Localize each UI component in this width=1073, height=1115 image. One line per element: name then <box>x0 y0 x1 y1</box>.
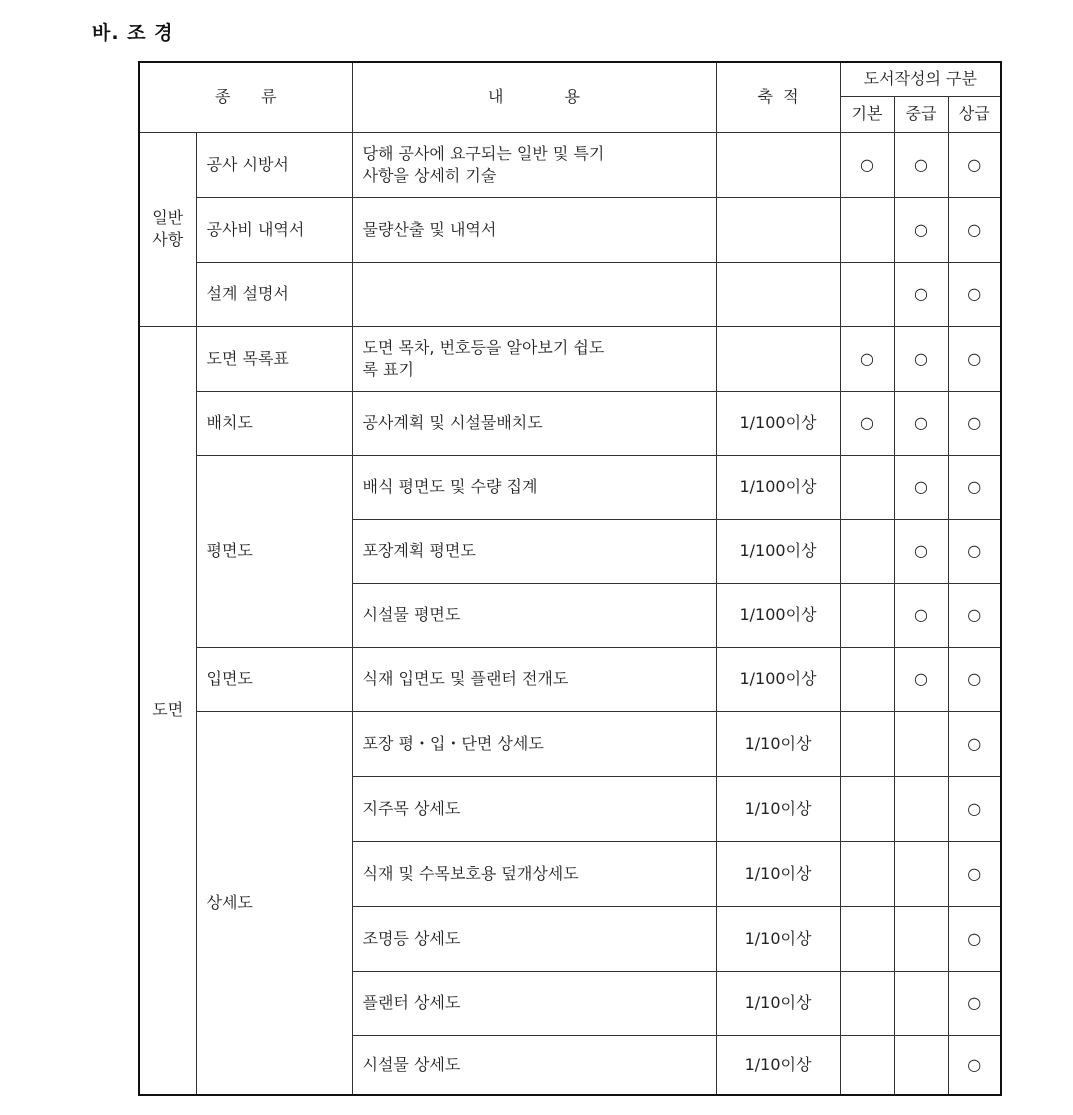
row-high-mark: ○ <box>948 262 1001 326</box>
row-basic-mark <box>840 906 894 971</box>
group-drawings: 도면 <box>139 326 196 1095</box>
row-content: 조명등 상세도 <box>352 906 716 971</box>
row-mid-mark <box>894 906 948 971</box>
table-row <box>139 455 1001 519</box>
row-high-mark: ○ <box>948 583 1001 647</box>
table-row <box>139 647 1001 711</box>
row-content: 포장계획 평면도 <box>352 519 716 583</box>
section-title: 바. 조 경 <box>92 22 174 44</box>
row-kind: 평면도 <box>196 455 352 647</box>
row-basic-mark <box>840 583 894 647</box>
row-mid-mark: ○ <box>894 455 948 519</box>
row-basic-mark <box>840 197 894 262</box>
row-basic-mark: ○ <box>840 326 894 391</box>
table-row <box>139 262 1001 326</box>
row-scale <box>716 132 840 197</box>
row-mid-mark <box>894 776 948 841</box>
row-basic-mark <box>840 519 894 583</box>
row-high-mark: ○ <box>948 132 1001 197</box>
row-basic-mark <box>840 971 894 1035</box>
row-scale: 1/10이상 <box>716 711 840 776</box>
header-content: 내 용 <box>352 62 716 132</box>
row-basic-mark <box>840 262 894 326</box>
header-mid: 중급 <box>894 96 948 132</box>
row-mid-mark <box>894 971 948 1035</box>
row-scale: 1/10이상 <box>716 776 840 841</box>
row-content: 당해 공사에 요구되는 일반 및 특기 사항을 상세히 기술 <box>352 132 716 197</box>
row-high-mark: ○ <box>948 391 1001 455</box>
row-basic-mark: ○ <box>840 132 894 197</box>
row-scale <box>716 326 840 391</box>
row-content <box>352 262 716 326</box>
table-row <box>139 132 1001 197</box>
row-basic-mark <box>840 455 894 519</box>
row-scale: 1/100이상 <box>716 391 840 455</box>
group-general: 일반 사항 <box>139 132 196 326</box>
row-scale: 1/10이상 <box>716 841 840 906</box>
row-scale: 1/100이상 <box>716 583 840 647</box>
row-scale <box>716 262 840 326</box>
row-mid-mark: ○ <box>894 519 948 583</box>
row-mid-mark: ○ <box>894 583 948 647</box>
row-high-mark: ○ <box>948 906 1001 971</box>
row-kind: 입면도 <box>196 647 352 711</box>
row-high-mark: ○ <box>948 197 1001 262</box>
row-high-mark: ○ <box>948 647 1001 711</box>
row-content: 도면 목차, 번호등을 알아보기 쉽도 록 표기 <box>352 326 716 391</box>
row-high-mark: ○ <box>948 1035 1001 1095</box>
row-content: 공사계획 및 시설물배치도 <box>352 391 716 455</box>
row-mid-mark: ○ <box>894 647 948 711</box>
row-mid-mark: ○ <box>894 391 948 455</box>
row-kind: 도면 목록표 <box>196 326 352 391</box>
row-kind: 상세도 <box>196 711 352 1095</box>
row-scale: 1/10이상 <box>716 1035 840 1095</box>
row-high-mark: ○ <box>948 711 1001 776</box>
row-scale: 1/100이상 <box>716 455 840 519</box>
row-content: 물량산출 및 내역서 <box>352 197 716 262</box>
header-kind: 종 류 <box>139 62 352 132</box>
row-content: 식재 및 수목보호용 덮개상세도 <box>352 841 716 906</box>
row-basic-mark <box>840 647 894 711</box>
header-doc-level-group: 도서작성의 구분 <box>840 62 1001 96</box>
row-high-mark: ○ <box>948 519 1001 583</box>
header-high: 상급 <box>948 96 1001 132</box>
row-mid-mark: ○ <box>894 262 948 326</box>
row-mid-mark <box>894 1035 948 1095</box>
row-scale: 1/10이상 <box>716 971 840 1035</box>
table-row <box>139 391 1001 455</box>
header-scale: 축 적 <box>716 62 840 132</box>
row-scale: 1/100이상 <box>716 647 840 711</box>
row-kind: 설계 설명서 <box>196 262 352 326</box>
row-kind: 공사 시방서 <box>196 132 352 197</box>
row-content: 지주목 상세도 <box>352 776 716 841</box>
header-basic: 기본 <box>840 96 894 132</box>
row-mid-mark: ○ <box>894 326 948 391</box>
row-high-mark: ○ <box>948 455 1001 519</box>
row-high-mark: ○ <box>948 971 1001 1035</box>
row-basic-mark: ○ <box>840 391 894 455</box>
row-content: 시설물 평면도 <box>352 583 716 647</box>
table-row <box>139 711 1001 776</box>
table-header-row <box>139 62 1001 96</box>
row-kind: 공사비 내역서 <box>196 197 352 262</box>
row-scale: 1/10이상 <box>716 906 840 971</box>
row-mid-mark <box>894 841 948 906</box>
table-row <box>139 326 1001 391</box>
row-content: 포장 평・입・단면 상세도 <box>352 711 716 776</box>
row-content: 배식 평면도 및 수량 집계 <box>352 455 716 519</box>
row-content: 시설물 상세도 <box>352 1035 716 1095</box>
row-high-mark: ○ <box>948 841 1001 906</box>
row-content: 식재 입면도 및 플랜터 전개도 <box>352 647 716 711</box>
row-content: 플랜터 상세도 <box>352 971 716 1035</box>
row-basic-mark <box>840 1035 894 1095</box>
row-basic-mark <box>840 841 894 906</box>
row-scale <box>716 197 840 262</box>
table-row <box>139 197 1001 262</box>
row-kind: 배치도 <box>196 391 352 455</box>
row-basic-mark <box>840 711 894 776</box>
row-high-mark: ○ <box>948 326 1001 391</box>
row-mid-mark <box>894 711 948 776</box>
row-mid-mark: ○ <box>894 132 948 197</box>
row-basic-mark <box>840 776 894 841</box>
row-high-mark: ○ <box>948 776 1001 841</box>
row-mid-mark: ○ <box>894 197 948 262</box>
row-scale: 1/100이상 <box>716 519 840 583</box>
drawing-requirements-table <box>138 61 1002 1096</box>
